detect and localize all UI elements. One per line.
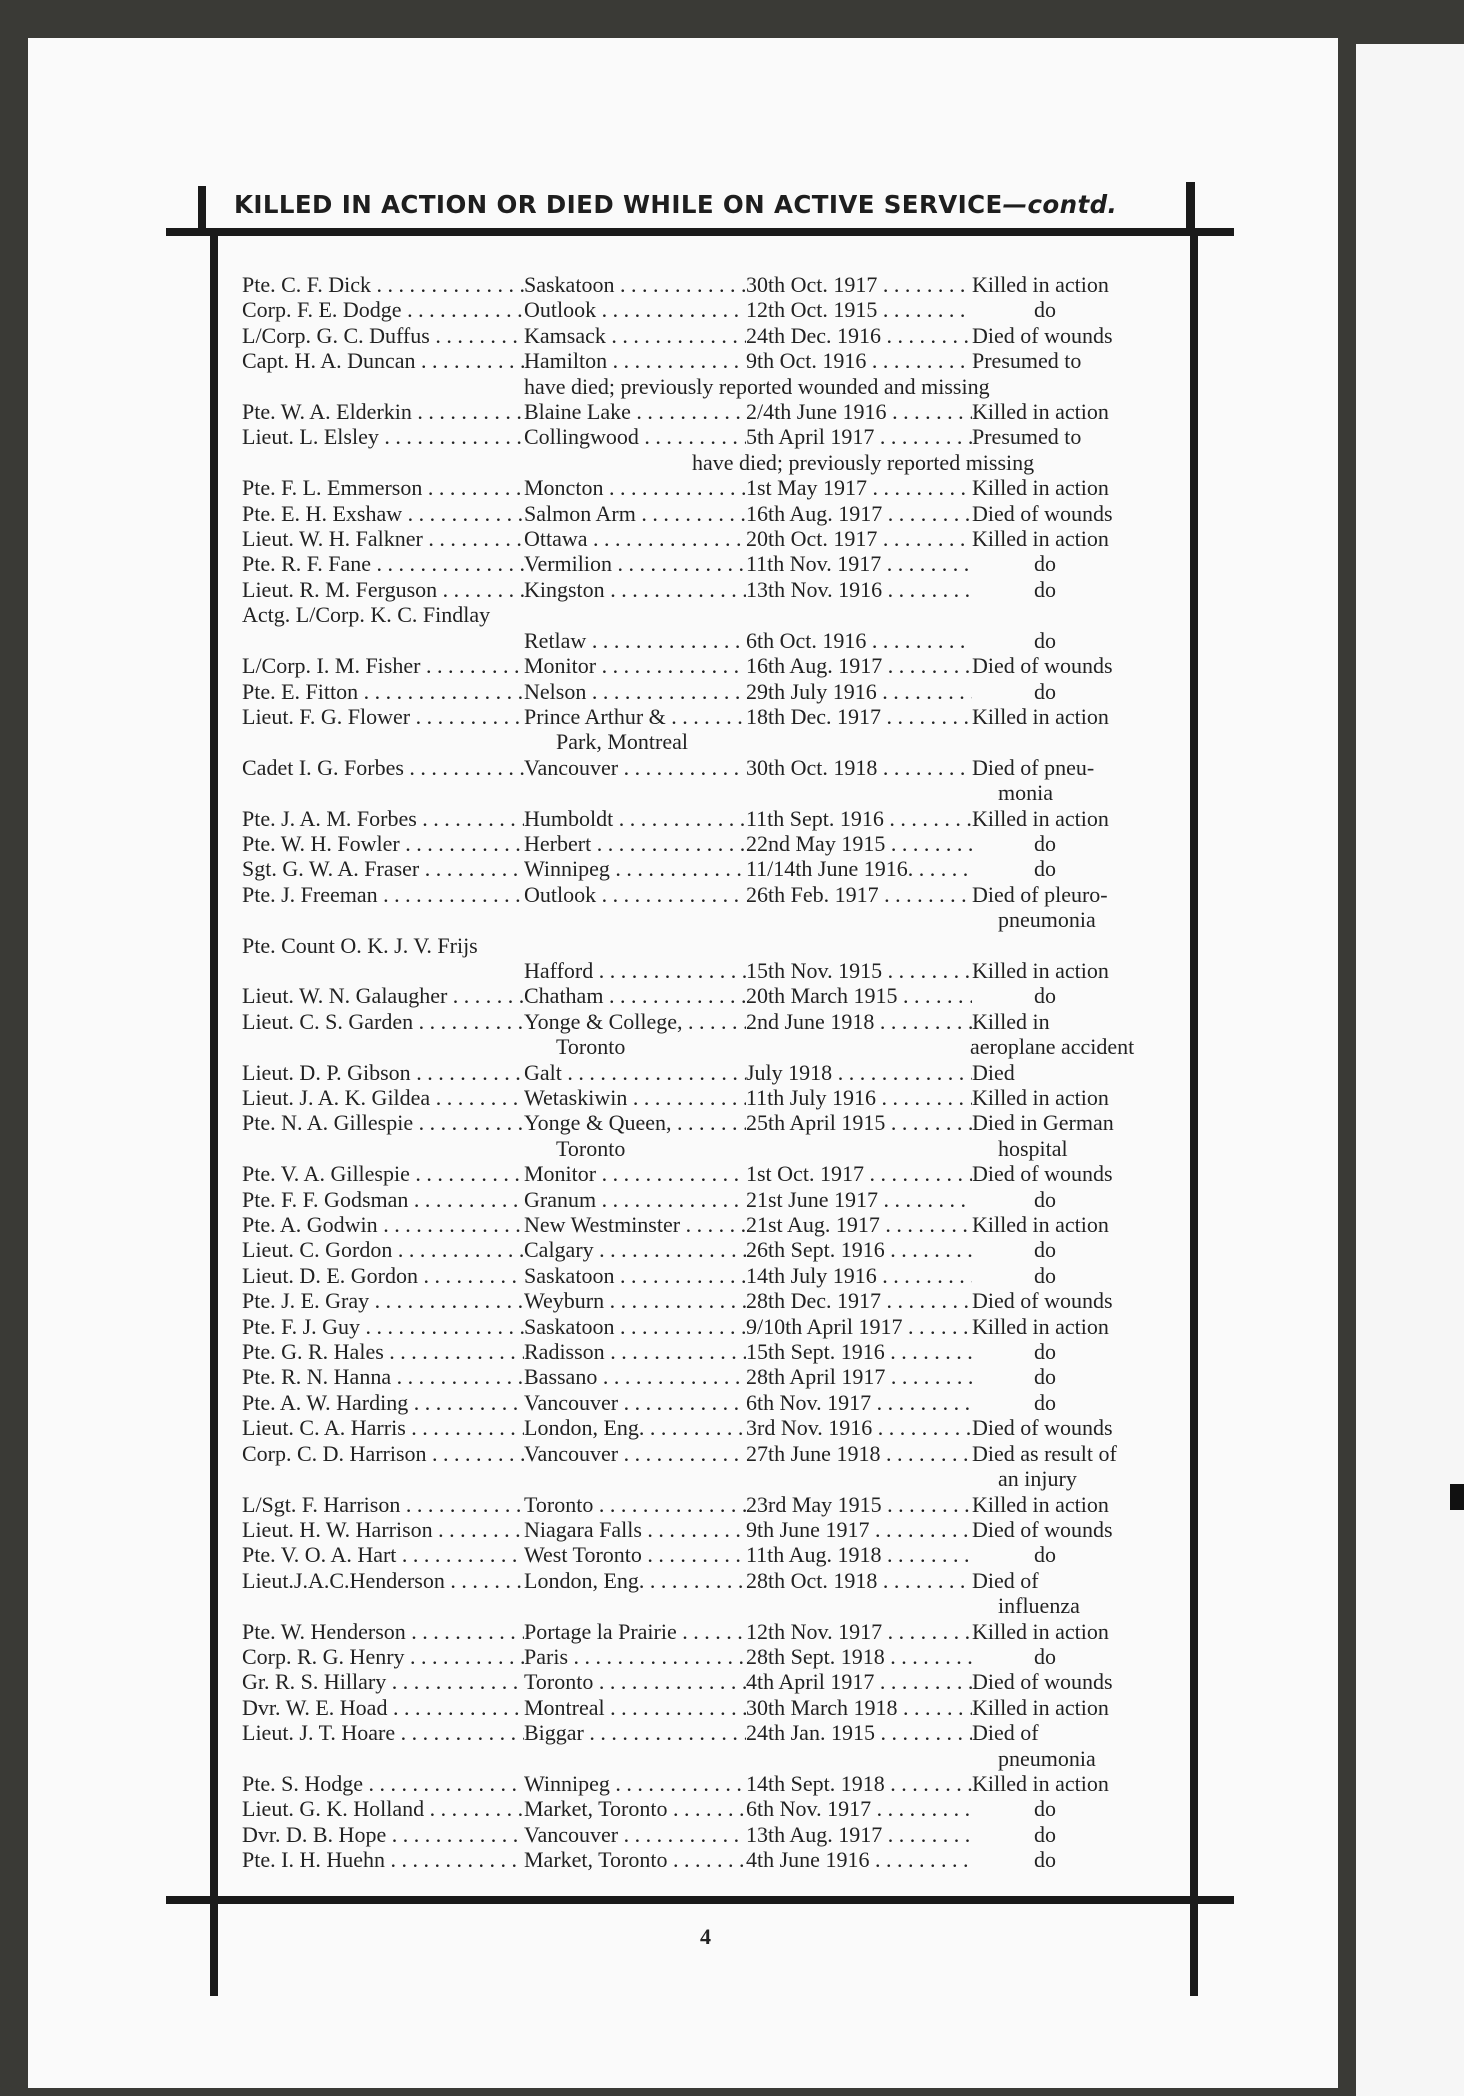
date-of-death: 30th Oct. 1918 . . . <box>746 755 972 780</box>
soldier-name: Lieut. R. M. Ferguson . . . <box>242 577 524 602</box>
date-of-death: 23rd May 1915 . . . <box>746 1492 972 1517</box>
fate: do <box>1034 1643 1056 1669</box>
date-of-death: 24th Dec. 1916 . . . <box>746 323 972 348</box>
soldier-name: Cadet I. G. Forbes . . . <box>242 755 524 780</box>
section-header <box>198 188 1194 228</box>
fate: do <box>1034 983 1056 1009</box>
date-of-death: 5th April 1917 . . . <box>746 424 972 449</box>
date-of-death: 28th Dec. 1917 . . . <box>746 1288 972 1313</box>
date-of-death: 11th Aug. 1918 . . . <box>746 1542 972 1567</box>
casualty-entry <box>242 1492 1174 1517</box>
casualty-entry <box>242 704 1174 755</box>
date-of-death: 11/14th June 1916. . . . <box>746 856 972 881</box>
hometown: Kingston . . . <box>524 577 746 602</box>
fate: Died as result of <box>972 1440 1117 1466</box>
soldier-name: Lieut.J.A.C.Henderson . . . <box>242 1568 524 1593</box>
date-of-death: 11th Sept. 1916 . . . <box>746 806 972 831</box>
hometown: Bassano . . . <box>524 1364 746 1389</box>
casualty-entry <box>242 297 1174 322</box>
soldier-name: Pte. F. J. Guy . . . <box>242 1314 524 1339</box>
hometown: Prince Arthur & . . . <box>524 704 746 729</box>
date-of-death: 9/10th April 1917 . . . <box>746 1314 972 1339</box>
fate: do <box>1034 297 1056 323</box>
fate: Killed in action <box>972 1694 1109 1720</box>
date-of-death: 26th Sept. 1916 . . . <box>746 1237 972 1262</box>
fate: Died of wounds <box>972 1516 1113 1542</box>
hometown: Toronto . . . <box>524 1492 746 1517</box>
hometown: Kamsack . . . <box>524 323 746 348</box>
date-of-death: 14th Sept. 1918 . . . <box>746 1771 972 1796</box>
entry-continuation <box>242 780 1174 805</box>
hometown: Granum . . . <box>524 1187 746 1212</box>
soldier-name: Corp. C. D. Harrison . . . <box>242 1441 524 1466</box>
name-spacer <box>242 628 524 653</box>
casualty-entry <box>242 1796 1174 1821</box>
fate: do <box>1034 551 1056 577</box>
fate: do <box>1034 1364 1056 1390</box>
fate: Died <box>972 1059 1015 1085</box>
soldier-name: L/Corp. G. C. Duffus . . . <box>242 323 524 348</box>
casualty-entry <box>242 424 1174 475</box>
casualty-entry <box>242 1263 1174 1288</box>
casualty-entry <box>242 1771 1174 1796</box>
fate: do <box>1034 627 1056 653</box>
hometown-continued <box>242 1466 970 1491</box>
hometown: Yonge & Queen, . . . <box>524 1110 746 1135</box>
casualty-entry <box>242 1720 1174 1771</box>
date-of-death: 3rd Nov. 1916 . . . <box>746 1415 972 1440</box>
casualty-entry <box>242 577 1174 602</box>
hometown-continued: Toronto <box>556 1135 626 1161</box>
fate: Died of <box>972 1720 1039 1746</box>
casualty-entry <box>242 1822 1174 1847</box>
soldier-name: Pte. F. F. Godsman . . . <box>242 1187 524 1212</box>
entry-continuation <box>242 1466 1174 1491</box>
hometown-continued <box>242 1746 970 1771</box>
fate-continued: an injury <box>998 1466 1077 1492</box>
date-of-death: 14th July 1916 . . . <box>746 1263 972 1288</box>
fate: do <box>1034 830 1056 856</box>
casualty-entry <box>242 348 1174 399</box>
fate: Killed in <box>972 1008 1050 1034</box>
soldier-name: Pte. Count O. K. J. V. Frijs <box>242 932 478 958</box>
fate: Died of wounds <box>972 1415 1113 1441</box>
fate: Died of wounds <box>972 500 1113 526</box>
casualty-entry <box>242 653 1174 678</box>
fate: Presumed to <box>972 348 1082 374</box>
fate: Died of wounds <box>972 653 1113 679</box>
soldier-name: Lieut. W. N. Galaugher . . . <box>242 983 524 1008</box>
casualty-entry <box>242 1517 1174 1542</box>
hometown: Toronto . . . <box>524 1669 746 1694</box>
date-of-death: 1st Oct. 1917 . . . <box>746 1161 972 1186</box>
fate: do <box>1034 678 1056 704</box>
soldier-name: Pte. W. Henderson . . . <box>242 1619 524 1644</box>
date-of-death: 15th Nov. 1915 . . . <box>746 958 972 983</box>
hometown: New Westminster . . . <box>524 1212 746 1237</box>
top-rule <box>166 228 1234 236</box>
soldier-name: Actg. L/Corp. K. C. Findlay <box>242 602 491 628</box>
date-of-death: 15th Sept. 1916 . . . <box>746 1339 972 1364</box>
hometown: Retlaw . . . <box>524 628 746 653</box>
soldier-name: Corp. R. G. Henry . . . <box>242 1644 524 1669</box>
date-of-death: 11th July 1916 . . . <box>746 1085 972 1110</box>
fate: Killed in action <box>972 1085 1109 1110</box>
date-of-death: 11th Nov. 1917 . . . <box>746 551 972 576</box>
fate: Killed in action <box>972 399 1109 425</box>
date-of-death: 13th Nov. 1916 . . . <box>746 577 972 602</box>
casualty-entry <box>242 1669 1174 1694</box>
fate: do <box>1034 1847 1056 1873</box>
soldier-name: L/Sgt. F. Harrison . . . <box>242 1492 524 1517</box>
hometown-continued <box>242 1593 970 1618</box>
soldier-name: Pte. V. A. Gillespie . . . <box>242 1161 524 1186</box>
fate-continued: aeroplane accident <box>970 1034 1135 1060</box>
entry-continuation <box>242 1034 1174 1059</box>
soldier-name: Lieut. J. T. Hoare . . . <box>242 1720 524 1745</box>
fate: do <box>1034 1542 1056 1568</box>
hometown: London, Eng. . . . <box>524 1568 746 1593</box>
soldier-name: Lieut. H. W. Harrison . . . <box>242 1517 524 1542</box>
hometown: Vancouver . . . <box>524 1390 746 1415</box>
hometown: Weyburn . . . <box>524 1288 746 1313</box>
soldier-name: Pte. J. Freeman . . . <box>242 882 524 907</box>
date-of-death: 9th June 1917 . . . <box>746 1517 972 1542</box>
casualty-entry <box>242 526 1174 551</box>
fate-continued: monia <box>998 780 1053 806</box>
date-of-death: 30th March 1918 . . . <box>746 1695 972 1720</box>
entry-continuation <box>242 1746 1174 1771</box>
date-of-death: 2/4th June 1916 . . . <box>746 399 972 424</box>
soldier-name: Pte. C. F. Dick . . . <box>242 272 524 297</box>
hometown: Saskatoon . . . <box>524 272 746 297</box>
entry-continuation <box>242 1136 1174 1161</box>
casualty-entry <box>242 475 1174 500</box>
hometown: London, Eng. . . . <box>524 1415 746 1440</box>
adjacent-page-mark <box>1450 1484 1464 1510</box>
hometown: Vancouver . . . <box>524 755 746 780</box>
right-border <box>1190 236 1198 1996</box>
date-of-death: 21st Aug. 1917 . . . <box>746 1212 972 1237</box>
casualty-entry <box>242 1212 1174 1237</box>
hometown: Saskatoon . . . <box>524 1314 746 1339</box>
casualty-entry <box>242 323 1174 348</box>
entry-continuation <box>242 729 1174 754</box>
fate: Killed in action <box>972 1770 1109 1796</box>
hometown: Galt . . . <box>524 1060 746 1085</box>
hometown: Outlook . . . <box>524 882 746 907</box>
casualty-entry <box>242 679 1174 704</box>
hometown: West Toronto . . . <box>524 1542 746 1567</box>
casualty-entry <box>242 602 1174 653</box>
fate: Died of wounds <box>972 1161 1113 1187</box>
date-of-death: 6th Nov. 1917 . . . <box>746 1796 972 1821</box>
hometown: Biggar . . . <box>524 1720 746 1745</box>
hometown: Winnipeg . . . <box>524 856 746 881</box>
date-of-death: 24th Jan. 1915 . . . <box>746 1720 972 1745</box>
fate: Died of wounds <box>972 322 1113 348</box>
hometown: Humboldt . . . <box>524 806 746 831</box>
soldier-name: Lieut. L. Elsley . . . <box>242 424 524 449</box>
hometown: Market, Toronto . . . <box>524 1847 746 1872</box>
soldier-name: Pte. R. F. Fane . . . <box>242 551 524 576</box>
fate-continued: pneumonia <box>998 907 1096 933</box>
fate: do <box>1034 576 1056 602</box>
bottom-rule <box>166 1896 1234 1904</box>
hometown: Portage la Prairie . . . <box>524 1619 746 1644</box>
soldier-name: Pte. W. A. Elderkin . . . <box>242 399 524 424</box>
date-of-death: 13th Aug. 1917 . . . <box>746 1822 972 1847</box>
soldier-name: L/Corp. I. M. Fisher . . . <box>242 653 524 678</box>
date-of-death: 22nd May 1915 . . . <box>746 831 972 856</box>
date-of-death: 20th March 1915 . . . <box>746 983 972 1008</box>
date-of-death: July 1918 . . . <box>746 1060 972 1085</box>
soldier-name: Pte. W. H. Fowler . . . <box>242 831 524 856</box>
hometown: Saskatoon . . . <box>524 1263 746 1288</box>
fate-continued: have died; previously reported wounded and missing <box>524 373 990 399</box>
date-of-death: 28th Oct. 1918 . . . <box>746 1568 972 1593</box>
casualty-entry <box>242 882 1174 933</box>
hometown: Calgary . . . <box>524 1237 746 1262</box>
fate: Died of <box>972 1567 1039 1593</box>
soldier-name: Lieut. C. S. Garden . . . <box>242 1009 524 1034</box>
date-of-death: 20th Oct. 1917 . . . <box>746 526 972 551</box>
hometown: Outlook . . . <box>524 297 746 322</box>
soldier-name: Pte. G. R. Hales . . . <box>242 1339 524 1364</box>
hometown: Market, Toronto . . . <box>524 1796 746 1821</box>
casualty-entry <box>242 1619 1174 1644</box>
casualty-entry <box>242 1847 1174 1872</box>
fate: Killed in action <box>972 957 1109 983</box>
date-of-death: 4th June 1916 . . . <box>746 1847 972 1872</box>
soldier-name: Dvr. D. B. Hope . . . <box>242 1822 524 1847</box>
casualty-entry <box>242 1161 1174 1186</box>
soldier-name: Pte. A. Godwin . . . <box>242 1212 524 1237</box>
date-of-death: 27th June 1918 . . . <box>746 1441 972 1466</box>
casualty-entry <box>242 831 1174 856</box>
casualty-entry <box>242 856 1174 881</box>
soldier-name: Pte. V. O. A. Hart . . . <box>242 1542 524 1567</box>
date-of-death: 12th Oct. 1915 . . . <box>746 297 972 322</box>
casualty-entry <box>242 1390 1174 1415</box>
casualty-entry <box>242 983 1174 1008</box>
fate: do <box>1034 1821 1056 1847</box>
fate: Died of wounds <box>972 1669 1113 1695</box>
hometown: Hamilton . . . <box>524 348 746 373</box>
fate: do <box>1034 1237 1056 1263</box>
soldier-name: Pte. A. W. Harding . . . <box>242 1390 524 1415</box>
left-border <box>210 236 218 1996</box>
fate: Killed in action <box>972 1618 1109 1644</box>
hometown: Yonge & College, . . . <box>524 1009 746 1034</box>
casualty-entry <box>242 1009 1174 1060</box>
casualty-entry <box>242 755 1174 806</box>
fate-continued <box>970 729 998 754</box>
fate-continued: have died; previously reported missing <box>692 449 1035 475</box>
fate-continued: hospital <box>998 1135 1068 1161</box>
section-title: KILLED IN ACTION OR DIED WHILE ON ACTIVE SERVICE—contd. <box>234 190 1118 219</box>
adjacent-page-edge <box>1356 44 1464 2096</box>
casualty-entry <box>242 501 1174 526</box>
soldier-name: Lieut. W. H. Falkner . . . <box>242 526 524 551</box>
fate: Killed in action <box>972 703 1109 729</box>
casualty-entry <box>242 1644 1174 1669</box>
soldier-name: Pte. J. E. Gray . . . <box>242 1288 524 1313</box>
date-of-death: 6th Nov. 1917 . . . <box>746 1390 972 1415</box>
casualty-entry <box>242 933 1174 984</box>
soldier-name: Sgt. G. W. A. Fraser . . . <box>242 856 524 881</box>
soldier-name: Pte. E. Fitton . . . <box>242 679 524 704</box>
date-of-death: 28th Sept. 1918 . . . <box>746 1644 972 1669</box>
hometown: Salmon Arm . . . <box>524 501 746 526</box>
casualty-entry <box>242 1568 1174 1619</box>
hometown: Ottawa . . . <box>524 526 746 551</box>
entry-continuation <box>242 907 1174 932</box>
fate: Presumed to <box>972 424 1082 450</box>
soldier-name: Pte. S. Hodge . . . <box>242 1771 524 1796</box>
soldier-name: Lieut. J. A. K. Gildea . . . <box>242 1085 524 1110</box>
date-of-death: 28th April 1917 . . . <box>746 1364 972 1389</box>
casualty-entry <box>242 1542 1174 1567</box>
date-of-death: 12th Nov. 1917 . . . <box>746 1619 972 1644</box>
page-number: 4 <box>700 1924 711 1949</box>
fate: do <box>1034 1262 1056 1288</box>
fate-continued: pneumonia <box>998 1745 1096 1771</box>
date-of-death: 18th Dec. 1917 . . . <box>746 704 972 729</box>
soldier-name: Dvr. W. E. Hoad . . . <box>242 1695 524 1720</box>
casualty-entry <box>242 551 1174 576</box>
casualty-entry <box>242 1314 1174 1339</box>
date-of-death: 2nd June 1918 . . . <box>746 1009 972 1034</box>
soldier-name: Pte. R. N. Hanna . . . <box>242 1364 524 1389</box>
hometown: Paris . . . <box>524 1644 746 1669</box>
fate: Killed in action <box>972 1313 1109 1339</box>
casualty-entry <box>242 272 1174 297</box>
date-of-death: 1st May 1917 . . . <box>746 475 972 500</box>
soldier-name: Corp. F. E. Dodge . . . <box>242 297 524 322</box>
casualty-entry <box>242 1364 1174 1389</box>
soldier-name: Pte. F. L. Emmerson . . . <box>242 475 524 500</box>
hometown: Vermilion . . . <box>524 551 746 576</box>
hometown: Nelson . . . <box>524 679 746 704</box>
hometown: Vancouver . . . <box>524 1822 746 1847</box>
date-of-death: 29th July 1916 . . . <box>746 679 972 704</box>
fate: Killed in action <box>972 475 1109 501</box>
casualty-entry <box>242 1441 1174 1492</box>
casualty-entry <box>242 1339 1174 1364</box>
soldier-name: Capt. H. A. Duncan . . . <box>242 348 524 373</box>
fate: Killed in action <box>972 805 1109 831</box>
hometown: Chatham . . . <box>524 983 746 1008</box>
fate: Killed in action <box>972 1491 1109 1517</box>
hometown-continued: Toronto <box>556 1034 626 1060</box>
fate-continued: influenza <box>998 1593 1080 1619</box>
hometown: Herbert . . . <box>524 831 746 856</box>
soldier-name: Lieut. C. Gordon . . . <box>242 1237 524 1262</box>
casualty-entry <box>242 1237 1174 1262</box>
fate: Killed in action <box>972 1212 1109 1238</box>
hometown: Winnipeg . . . <box>524 1771 746 1796</box>
hometown: Vancouver . . . <box>524 1441 746 1466</box>
date-of-death: 26th Feb. 1917 . . . <box>746 882 972 907</box>
soldier-name: Pte. E. H. Exshaw . . . <box>242 501 524 526</box>
fate: do <box>1034 856 1056 882</box>
casualty-entry <box>242 806 1174 831</box>
casualty-entry <box>242 1288 1174 1313</box>
date-of-death: 4th April 1917 . . . <box>746 1669 972 1694</box>
date-of-death: 6th Oct. 1916 . . . <box>746 628 972 653</box>
fate: do <box>1034 1339 1056 1365</box>
hometown: Radisson . . . <box>524 1339 746 1364</box>
fate: Died of pneu- <box>972 754 1095 780</box>
fate: Died of wounds <box>972 1288 1113 1314</box>
date-of-death: 16th Aug. 1917 . . . <box>746 501 972 526</box>
date-of-death: 21st June 1917 . . . <box>746 1187 972 1212</box>
hometown: Wetaskiwin . . . <box>524 1085 746 1110</box>
casualty-entry <box>242 1060 1174 1085</box>
soldier-name: Lieut. D. P. Gibson . . . <box>242 1060 524 1085</box>
date-of-death: 30th Oct. 1917 . . . <box>746 272 972 297</box>
casualty-entry <box>242 1110 1174 1161</box>
soldier-name: Pte. I. H. Huehn . . . <box>242 1847 524 1872</box>
hometown: Monitor . . . <box>524 1161 746 1186</box>
casualty-entry <box>242 399 1174 424</box>
hometown-continued <box>242 907 970 932</box>
date-of-death: 9th Oct. 1916 . . . <box>746 348 972 373</box>
soldier-name: Gr. R. S. Hillary . . . <box>242 1669 524 1694</box>
hometown-continued: Park, Montreal <box>556 729 688 755</box>
entry-continuation <box>242 1593 1174 1618</box>
casualty-entry <box>242 1695 1174 1720</box>
casualty-list <box>242 272 1174 1873</box>
hometown: Blaine Lake . . . <box>524 399 746 424</box>
hometown: Hafford . . . <box>524 958 746 983</box>
name-spacer <box>242 958 524 983</box>
fate: Died in German <box>972 1110 1114 1136</box>
hometown-continued <box>242 780 970 805</box>
soldier-name: Lieut. D. E. Gordon . . . <box>242 1263 524 1288</box>
soldier-name: Lieut. G. K. Holland . . . <box>242 1796 524 1821</box>
hometown: Moncton . . . <box>524 475 746 500</box>
date-of-death: 25th April 1915 . . . <box>746 1110 972 1135</box>
fate: Killed in action <box>972 272 1109 297</box>
casualty-entry <box>242 1187 1174 1212</box>
fate: do <box>1034 1796 1056 1822</box>
fate: do <box>1034 1389 1056 1415</box>
hometown: Montreal . . . <box>524 1695 746 1720</box>
date-of-death: 16th Aug. 1917 . . . <box>746 653 972 678</box>
hometown: Niagara Falls . . . <box>524 1517 746 1542</box>
soldier-name: Lieut. F. G. Flower . . . <box>242 704 524 729</box>
fate: do <box>1034 1186 1056 1212</box>
casualty-entry <box>242 1085 1174 1110</box>
hometown: Monitor . . . <box>524 653 746 678</box>
fate: Killed in action <box>972 526 1109 552</box>
soldier-name: Pte. N. A. Gillespie . . . <box>242 1110 524 1135</box>
soldier-name: Lieut. C. A. Harris . . . <box>242 1415 524 1440</box>
hometown: Collingwood . . . <box>524 424 746 449</box>
soldier-name: Pte. J. A. M. Forbes . . . <box>242 806 524 831</box>
casualty-entry <box>242 1415 1174 1440</box>
fate: Died of pleuro- <box>972 881 1108 907</box>
